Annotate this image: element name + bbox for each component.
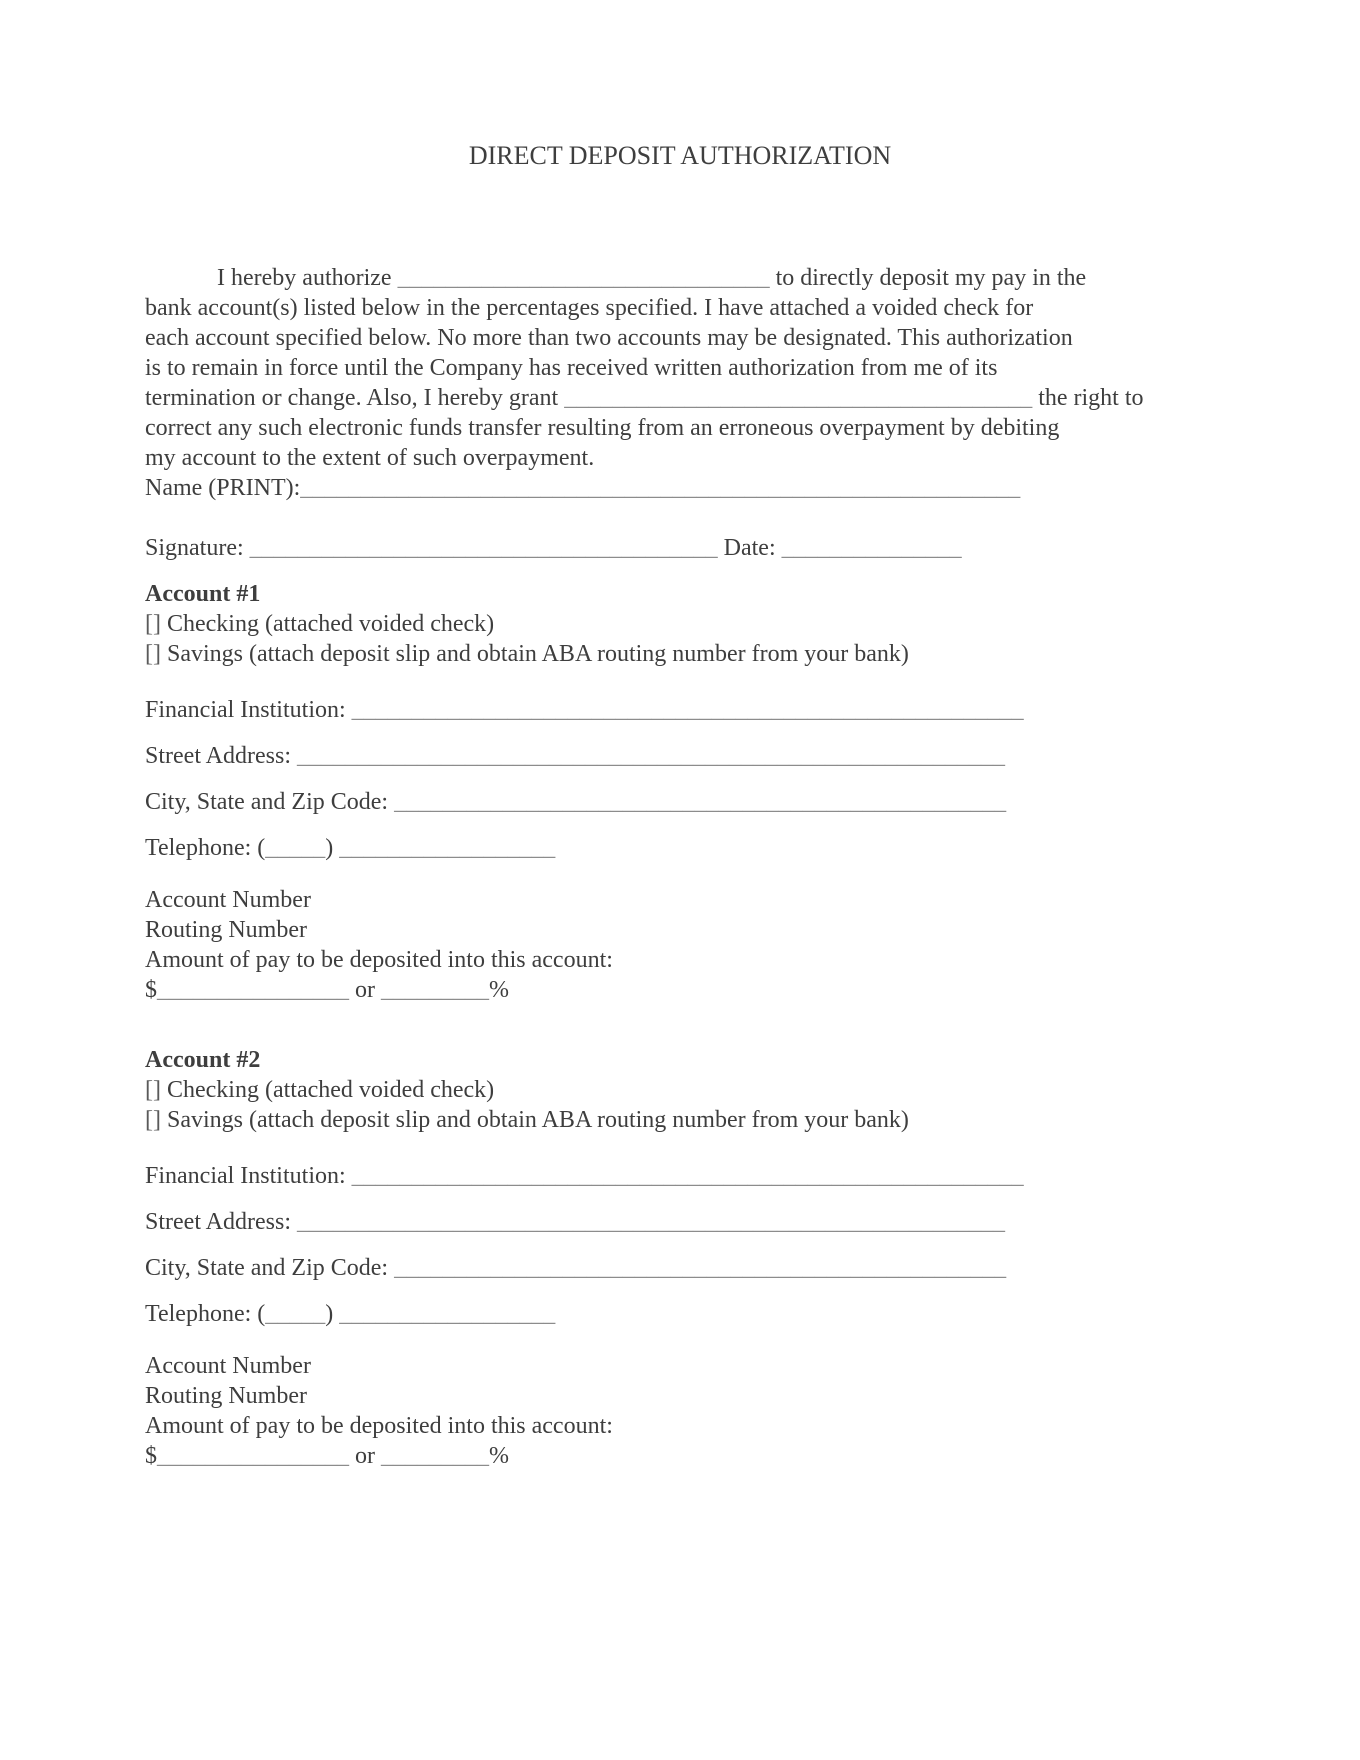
dollar-sign: $ — [145, 1443, 157, 1469]
account-1-telephone-row — [145, 833, 1360, 863]
checking-label: Checking (attached voided check) — [160, 1077, 495, 1103]
date-label: Date: — [717, 535, 782, 561]
routing-number-label: Routing Number — [145, 917, 307, 943]
telephone-area-code-blank[interactable]: _____ — [265, 835, 326, 861]
city-state-zip-blank[interactable]: ___________________________________________________ — [394, 789, 1007, 815]
account-2-amount-row — [145, 1441, 1360, 1471]
account-1-checking-option — [145, 609, 1360, 639]
account-2-city-state-zip-row — [145, 1253, 1360, 1283]
paragraph-line-1 — [145, 263, 1360, 293]
financial-institution-blank[interactable]: ________________________________________________________ — [351, 1163, 1024, 1189]
paragraph-line-7: my account to the extent of such overpayment. — [145, 445, 595, 471]
city-state-zip-label: City, State and Zip Code: — [145, 789, 395, 815]
account-2-financial-institution-row — [145, 1161, 1360, 1191]
dollar-sign: $ — [145, 977, 157, 1003]
amount-label: Amount of pay to be deposited into this account: — [145, 947, 613, 973]
percent-sign: % — [489, 977, 509, 1003]
name-print-label: Name (PRINT): — [145, 475, 301, 501]
signature-label: Signature: — [145, 535, 250, 561]
account-2-savings-option — [145, 1105, 1360, 1135]
document-body — [0, 263, 1360, 1471]
paragraph-line-2: bank account(s) listed below in the percentages specified. I have attached a voided check for — [145, 295, 1034, 321]
telephone-paren: ) — [325, 835, 340, 861]
telephone-paren: ) — [325, 1301, 340, 1327]
amount-percent-blank[interactable]: _________ — [381, 977, 489, 1003]
account-2-street-address-row — [145, 1207, 1360, 1237]
savings-checkbox[interactable]: [] — [145, 641, 161, 667]
or-text: or — [349, 1443, 381, 1469]
amount-percent-blank[interactable]: _________ — [381, 1443, 489, 1469]
signature-blank[interactable]: _______________________________________ — [249, 535, 718, 561]
account-2-checking-option — [145, 1075, 1360, 1105]
telephone-area-code-blank[interactable]: _____ — [265, 1301, 326, 1327]
name-print-row — [145, 473, 1360, 503]
name-print-blank[interactable]: ____________________________________________________________ — [300, 475, 1021, 501]
amount-dollar-blank[interactable]: ________________ — [157, 1443, 349, 1469]
account-2-telephone-row — [145, 1299, 1360, 1329]
paragraph-line-5 — [145, 383, 1360, 413]
authorization-paragraph — [145, 263, 1360, 503]
street-address-label: Street Address: — [145, 743, 297, 769]
savings-label: Savings (attach deposit slip and obtain ABA routing number from your bank) — [160, 1107, 909, 1133]
date-blank[interactable]: _______________ — [781, 535, 962, 561]
amount-label: Amount of pay to be deposited into this account: — [145, 1413, 613, 1439]
street-address-label: Street Address: — [145, 1209, 297, 1235]
checking-label: Checking (attached voided check) — [160, 611, 495, 637]
paragraph-line-6: correct any such electronic funds transfer resulting from an erroneous overpayment by debiting — [145, 415, 1060, 441]
account-1-heading: Account #1 — [145, 581, 261, 607]
city-state-zip-blank[interactable]: ___________________________________________________ — [394, 1255, 1007, 1281]
savings-checkbox[interactable]: [] — [145, 1107, 161, 1133]
authorized-company-blank[interactable]: _______________________________ — [397, 265, 770, 291]
account-number-label: Account Number — [145, 887, 311, 913]
grant-text-post: the right to — [1032, 385, 1144, 411]
city-state-zip-label: City, State and Zip Code: — [145, 1255, 395, 1281]
account-2-numbers-group — [145, 1351, 1360, 1471]
account-2-section — [145, 1045, 1360, 1471]
or-text: or — [349, 977, 381, 1003]
grant-text-pre: termination or change. Also, I hereby grant — [145, 385, 565, 411]
paragraph-line-3: each account specified below. No more than two accounts may be designated. This authorization — [145, 325, 1073, 351]
financial-institution-label: Financial Institution: — [145, 1163, 352, 1189]
street-address-blank[interactable]: ___________________________________________________________ — [296, 1209, 1005, 1235]
amount-dollar-blank[interactable]: ________________ — [157, 977, 349, 1003]
financial-institution-label: Financial Institution: — [145, 697, 352, 723]
paragraph-line-4: is to remain in force until the Company has received written authorization from me of its — [145, 355, 998, 381]
account-1-city-state-zip-row — [145, 787, 1360, 817]
account-2-heading: Account #2 — [145, 1047, 261, 1073]
grant-company-blank[interactable]: _______________________________________ — [564, 385, 1033, 411]
signature-date-row — [145, 533, 1360, 563]
intro-text-pre: I hereby authorize — [217, 265, 398, 291]
telephone-number-blank[interactable]: __________________ — [339, 835, 556, 861]
account-1-savings-option — [145, 639, 1360, 669]
telephone-label: Telephone: ( — [145, 1301, 266, 1327]
account-1-street-address-row — [145, 741, 1360, 771]
intro-text-post: to directly deposit my pay in the — [769, 265, 1087, 291]
account-1-financial-institution-row — [145, 695, 1360, 725]
document-title: DIRECT DEPOSIT AUTHORIZATION — [468, 141, 892, 170]
account-1-numbers-group — [145, 885, 1360, 1005]
account-1-section — [145, 579, 1360, 1005]
telephone-label: Telephone: ( — [145, 835, 266, 861]
account-number-label: Account Number — [145, 1353, 311, 1379]
checking-checkbox[interactable]: [] — [145, 611, 161, 637]
routing-number-label: Routing Number — [145, 1383, 307, 1409]
checking-checkbox[interactable]: [] — [145, 1077, 161, 1103]
street-address-blank[interactable]: ___________________________________________________________ — [296, 743, 1005, 769]
percent-sign: % — [489, 1443, 509, 1469]
financial-institution-blank[interactable]: ________________________________________________________ — [351, 697, 1024, 723]
telephone-number-blank[interactable]: __________________ — [339, 1301, 556, 1327]
savings-label: Savings (attach deposit slip and obtain ABA routing number from your bank) — [160, 641, 909, 667]
account-1-amount-row — [145, 975, 1360, 1005]
